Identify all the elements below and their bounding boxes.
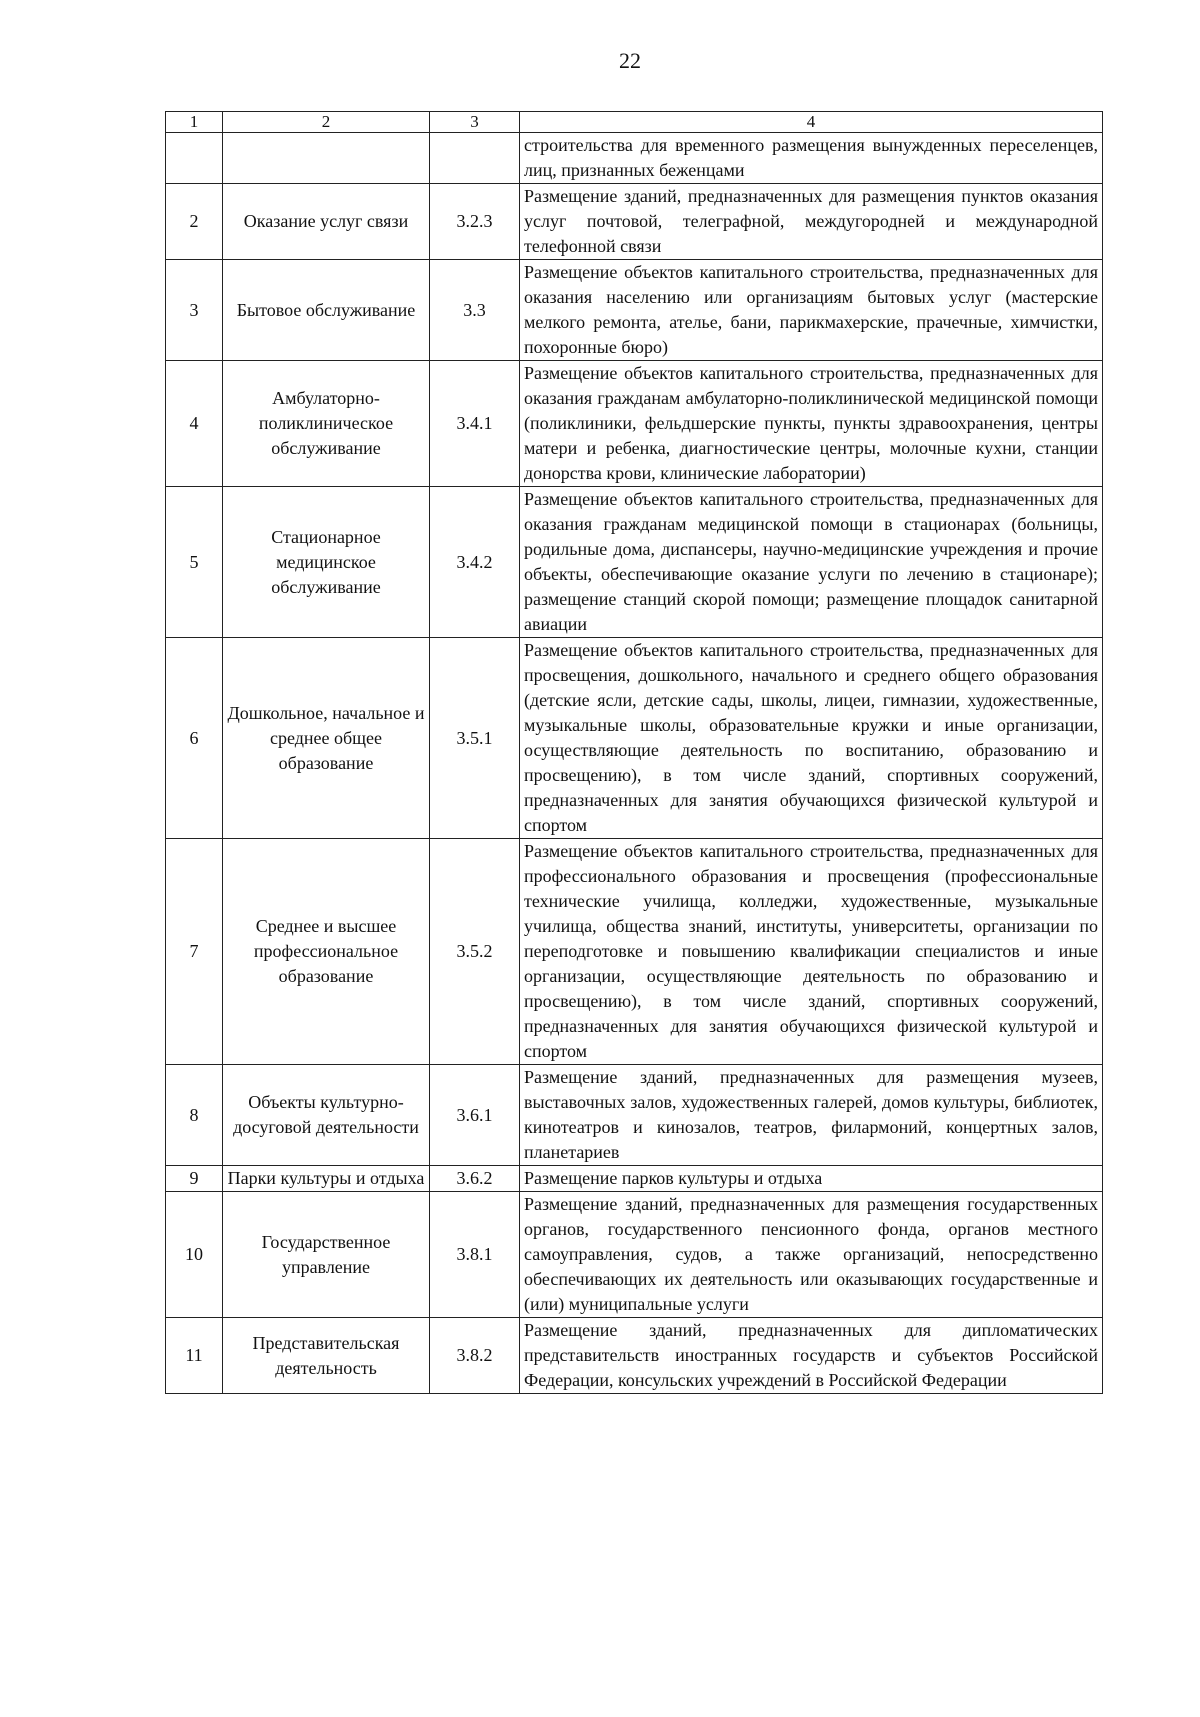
row-number: 3 <box>166 260 223 361</box>
row-number <box>166 133 223 184</box>
use-type-description: Размещение зданий, предназначенных для размещения государственных органов, государственного пенсионного фонда, органов местного самоуправления, судов, а также организаций, непосредственно обеспечивающих их деятельность или оказывающих государственные и (или) муниципальные услуги <box>520 1192 1103 1318</box>
use-type-code: 3.5.2 <box>430 839 520 1065</box>
land-use-table <box>165 111 1103 1394</box>
use-type-code: 3.3 <box>430 260 520 361</box>
table-row <box>166 1318 1103 1394</box>
use-type-code <box>430 133 520 184</box>
use-type-name: Государственное управление <box>223 1192 430 1318</box>
table-row <box>166 260 1103 361</box>
use-type-name <box>223 133 430 184</box>
table-row <box>166 184 1103 260</box>
use-type-code: 3.4.1 <box>430 361 520 487</box>
use-type-code: 3.6.2 <box>430 1166 520 1192</box>
use-type-code: 3.4.2 <box>430 487 520 638</box>
use-type-name: Оказание услуг связи <box>223 184 430 260</box>
table-row <box>166 361 1103 487</box>
row-number: 6 <box>166 638 223 839</box>
use-type-description: Размещение зданий, предназначенных для дипломатических представительств иностранных государств и субъектов Российской Федерации, консульских учреждений в Российской Федерации <box>520 1318 1103 1394</box>
use-type-code: 3.8.1 <box>430 1192 520 1318</box>
use-type-description: Размещение объектов капитального строительства, предназначенных для оказания населению или организациям бытовых услуг (мастерские мелкого ремонта, ателье, бани, парикмахерские, прачечные, химчистки, похоронные бюро) <box>520 260 1103 361</box>
row-number: 4 <box>166 361 223 487</box>
use-type-name: Среднее и высшее профессиональное образование <box>223 839 430 1065</box>
header-cell: 2 <box>223 112 430 133</box>
table-row <box>166 839 1103 1065</box>
table-row <box>166 1166 1103 1192</box>
use-type-name: Парки культуры и отдыха <box>223 1166 430 1192</box>
row-number: 9 <box>166 1166 223 1192</box>
use-type-name: Амбулаторно-поликлиническое обслуживание <box>223 361 430 487</box>
table-row <box>166 1065 1103 1166</box>
row-number: 10 <box>166 1192 223 1318</box>
use-type-description: Размещение объектов капитального строительства, предназначенных для оказания гражданам амбулаторно-поликлинической медицинской помощи (поликлиники, фельдшерские пункты, пункты здравоохранения, центры матери и ребенка, диагностические центры, молочные кухни, станции донорства крови, клинические лаборатории) <box>520 361 1103 487</box>
use-type-code: 3.8.2 <box>430 1318 520 1394</box>
use-type-name: Бытовое обслуживание <box>223 260 430 361</box>
row-number: 7 <box>166 839 223 1065</box>
use-type-code: 3.6.1 <box>430 1065 520 1166</box>
use-type-name: Дошкольное, начальное и среднее общее образование <box>223 638 430 839</box>
use-type-name: Объекты культурно-досуговой деятельности <box>223 1065 430 1166</box>
use-type-name: Стационарное медицинское обслуживание <box>223 487 430 638</box>
table-row <box>166 487 1103 638</box>
use-type-description: Размещение объектов капитального строительства, предназначенных для просвещения, дошкольного, начального и среднего общего образования (детские ясли, детские сады, школы, лицеи, гимназии, художественные, музыкальные школы, образовательные кружки и иные организации, осуществляющие деятельность по воспитанию, образованию и просвещению), в том числе зданий, спортивных сооружений, предназначенных для занятия обучающихся физической культурой и спортом <box>520 638 1103 839</box>
use-type-code: 3.2.3 <box>430 184 520 260</box>
table-row <box>166 133 1103 184</box>
use-type-description: Размещение зданий, предназначенных для размещения музеев, выставочных залов, художественных галерей, домов культуры, библиотек, кинотеатров и кинозалов, театров, филармоний, концертных залов, планетариев <box>520 1065 1103 1166</box>
row-number: 11 <box>166 1318 223 1394</box>
use-type-description: Размещение объектов капитального строительства, предназначенных для профессионального образования и просвещения (профессиональные технические училища, колледжи, художественные, музыкальные училища, общества знаний, институты, университеты, организации по переподготовке и повышению квалификации специалистов и иные организации, осуществляющие деятельность по образованию и просвещению), в том числе зданий, спортивных сооружений, предназначенных для занятия обучающихся физической культурой и спортом <box>520 839 1103 1065</box>
header-cell: 4 <box>520 112 1103 133</box>
use-type-description: Размещение парков культуры и отдыха <box>520 1166 1103 1192</box>
row-number: 5 <box>166 487 223 638</box>
use-type-description: Размещение объектов капитального строительства, предназначенных для оказания гражданам медицинской помощи в стационарах (больницы, родильные дома, диспансеры, научно-медицинские учреждения и прочие объекты, обеспечивающие оказание услуги по лечению в стационаре); размещение станций скорой помощи; размещение площадок санитарной авиации <box>520 487 1103 638</box>
page-number: 22 <box>619 48 641 73</box>
use-type-description: Размещение зданий, предназначенных для размещения пунктов оказания услуг почтовой, телеграфной, междугородней и международной телефонной связи <box>520 184 1103 260</box>
use-type-code: 3.5.1 <box>430 638 520 839</box>
header-cell: 3 <box>430 112 520 133</box>
table-header-row <box>166 112 1103 133</box>
row-number: 8 <box>166 1065 223 1166</box>
table-row <box>166 638 1103 839</box>
use-type-name: Представительская деятельность <box>223 1318 430 1394</box>
header-cell: 1 <box>166 112 223 133</box>
use-type-description: строительства для временного размещения вынужденных переселенцев, лиц, признанных беженцами <box>520 133 1103 184</box>
row-number: 2 <box>166 184 223 260</box>
table-row <box>166 1192 1103 1318</box>
